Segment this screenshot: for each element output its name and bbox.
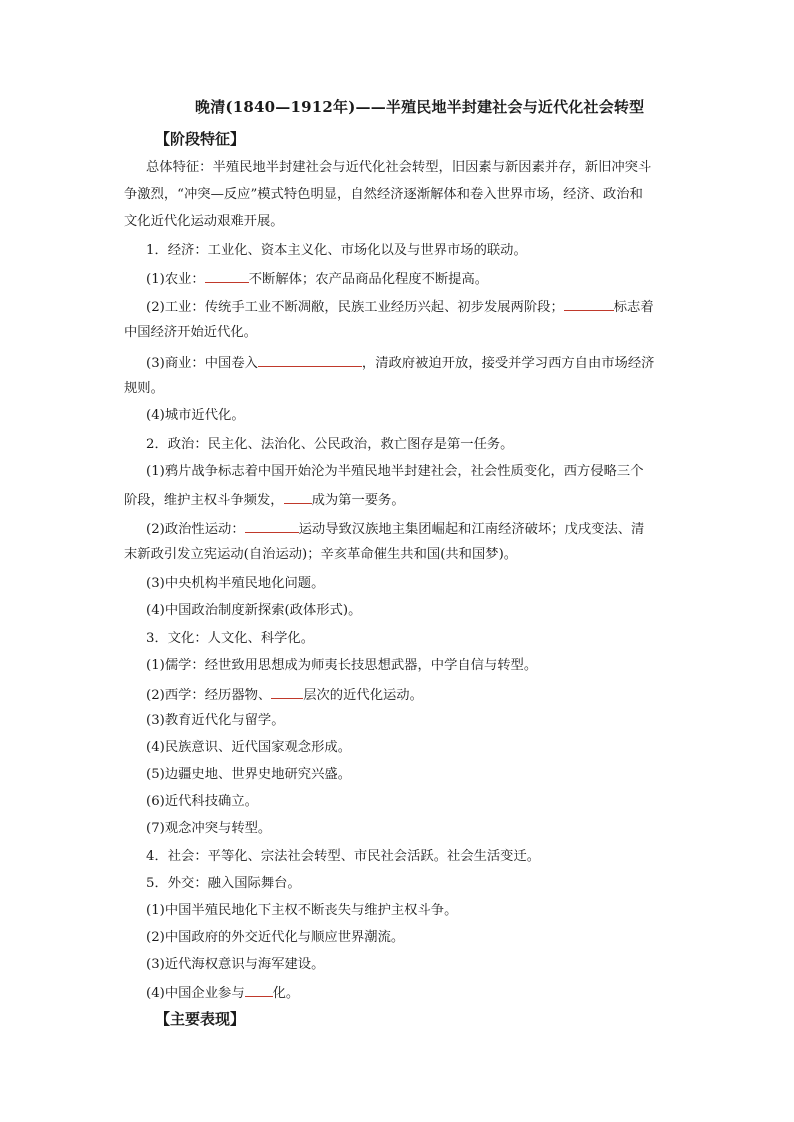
- section-heading-stage-features: 【阶段特征】: [155, 130, 246, 148]
- item-commerce-cont: 规则。: [124, 381, 164, 396]
- item-political-system: (4)中国政治制度新探索(政体形式)。: [146, 603, 362, 618]
- item-national-consciousness: (4)民族意识、近代国家观念形成。: [146, 740, 351, 755]
- item-urban: (4)城市近代化。: [146, 408, 245, 423]
- text: 不断解体；农产品商品化程度不断提高。: [248, 272, 489, 287]
- fill-in-blank[interactable]: [284, 491, 312, 504]
- item-ideas: (7)观念冲突与转型。: [146, 821, 272, 836]
- item-confucianism: (1)儒学：经世致用思想成为师夷长技思想武器，中学自信与转型。: [146, 658, 538, 673]
- item-central-institutions: (3)中央机构半殖民地化问题。: [146, 576, 325, 591]
- text: (2)政治性运动：: [146, 522, 245, 537]
- item-frontier-studies: (5)边疆史地、世界史地研究兴盛。: [146, 767, 351, 782]
- text: 层次的近代化运动。: [303, 688, 423, 703]
- item-western-learning: [146, 686, 423, 704]
- para-overview-line2: 争激烈，“冲突—反应”模式特色明显，自然经济逐渐解体和卷入世界市场，经济、政治和: [124, 187, 643, 202]
- item-enterprise: [146, 984, 299, 1002]
- text: 标志着: [613, 300, 654, 315]
- text: (4)中国企业参与: [146, 986, 245, 1001]
- item-culture: 3．文化：人文化、科学化。: [146, 631, 315, 646]
- item-industry: [146, 298, 654, 316]
- para-overview-line1: 总体特征：半殖民地半封建社会与近代化社会转型，旧因素与新因素并存，新旧冲突斗: [146, 160, 652, 175]
- item-opium-war: (1)鸦片战争标志着中国开始沦为半殖民地半封建社会，社会性质变化，西方侵略三个: [146, 464, 644, 479]
- item-society: 4．社会：平等化、宗法社会转型、市民社会活跃。社会生活变迁。: [146, 849, 541, 864]
- item-diplomatic-modernization: (2)中国政府的外交近代化与顺应世界潮流。: [146, 930, 405, 945]
- text: 成为第一要务。: [311, 493, 405, 508]
- item-industry-cont: 中国经济开始近代化。: [124, 325, 257, 340]
- item-science: (6)近代科技确立。: [146, 794, 258, 809]
- item-sovereignty: (1)中国半殖民地化下主权不断丧失与维护主权斗争。: [146, 903, 458, 918]
- text: ，清政府被迫开放，接受并学习西方自由市场经济: [361, 356, 655, 371]
- text: (3)商业：中国卷入: [146, 356, 258, 371]
- fill-in-blank[interactable]: [258, 354, 362, 367]
- para-overview-line3: 文化近代化运动艰难开展。: [124, 214, 284, 229]
- fill-in-blank[interactable]: [245, 520, 299, 533]
- text: 化。: [272, 986, 300, 1001]
- item-education: (3)教育近代化与留学。: [146, 713, 285, 728]
- item-commerce: [146, 354, 654, 372]
- text: (1)农业：: [146, 272, 205, 287]
- item-agriculture: [146, 270, 488, 288]
- item-political-movements-cont: 末新政引发立宪运动(自治运动)；辛亥革命催生共和国(共和国梦)。: [124, 547, 518, 562]
- section-heading-main-manifestations: 【主要表现】: [155, 1010, 246, 1028]
- item-opium-war-cont: [124, 491, 405, 509]
- fill-in-blank[interactable]: [205, 270, 249, 283]
- page-title: 晚清(1840—1912年)——半殖民地半封建社会与近代化社会转型: [195, 98, 645, 116]
- fill-in-blank[interactable]: [271, 686, 303, 699]
- item-economy: 1．经济：工业化、资本主义化、市场化以及与世界市场的联动。: [146, 243, 527, 258]
- text: 阶段，维护主权斗争频发，: [124, 493, 284, 508]
- item-politics: 2．政治：民主化、法治化、公民政治，救亡图存是第一任务。: [146, 437, 514, 452]
- fill-in-blank[interactable]: [564, 298, 614, 311]
- text: (2)工业：传统手工业不断凋敝，民族工业经历兴起、初步发展两阶段；: [146, 300, 564, 315]
- item-political-movements: [146, 520, 644, 538]
- fill-in-blank[interactable]: [245, 984, 273, 997]
- item-naval: (3)近代海权意识与海军建设。: [146, 957, 325, 972]
- text: 运动导致汉族地主集团崛起和江南经济破坏；戊戌变法、清: [298, 522, 645, 537]
- item-diplomacy: 5．外交：融入国际舞台。: [146, 876, 301, 891]
- text: (2)西学：经历器物、: [146, 688, 272, 703]
